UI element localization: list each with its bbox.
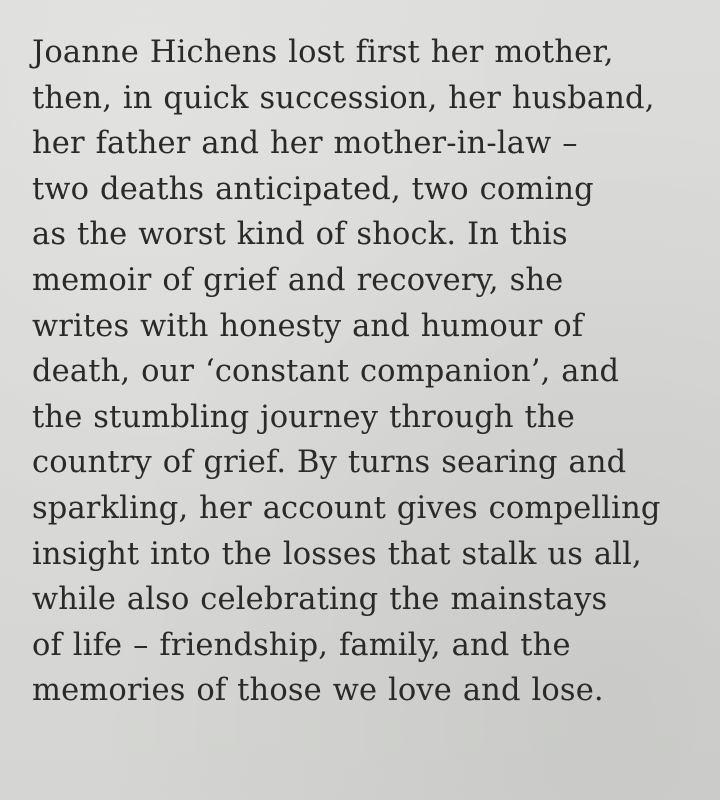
blurb-line: sparkling, her account gives compelling (32, 490, 661, 526)
blurb-line: writes with honesty and humour of (32, 308, 584, 344)
blurb-line: her father and her mother-in-law – (32, 126, 578, 162)
blurb-line: then, in quick succession, her husband, (32, 80, 655, 116)
blurb-line: while also celebrating the mainstays (32, 582, 608, 618)
blurb-line: memoir of grief and recovery, she (32, 262, 564, 298)
blurb-line: memories of those we love and lose. (32, 673, 604, 709)
blurb-line: as the worst kind of shock. In this (32, 217, 568, 253)
blurb-line: Joanne Hichens lost first her mother, (32, 35, 614, 70)
blurb-line: insight into the losses that stalk us all, (32, 536, 642, 572)
blurb-line: death, our ‘constant companion’, and (32, 354, 620, 390)
blurb-line: two deaths anticipated, two coming (32, 171, 594, 207)
blurb-paragraph (32, 30, 702, 714)
blurb-line: the stumbling journey through the (32, 399, 575, 435)
blurb-line: country of grief. By turns searing and (32, 445, 627, 481)
blurb-line: of life – friendship, family, and the (32, 627, 571, 663)
